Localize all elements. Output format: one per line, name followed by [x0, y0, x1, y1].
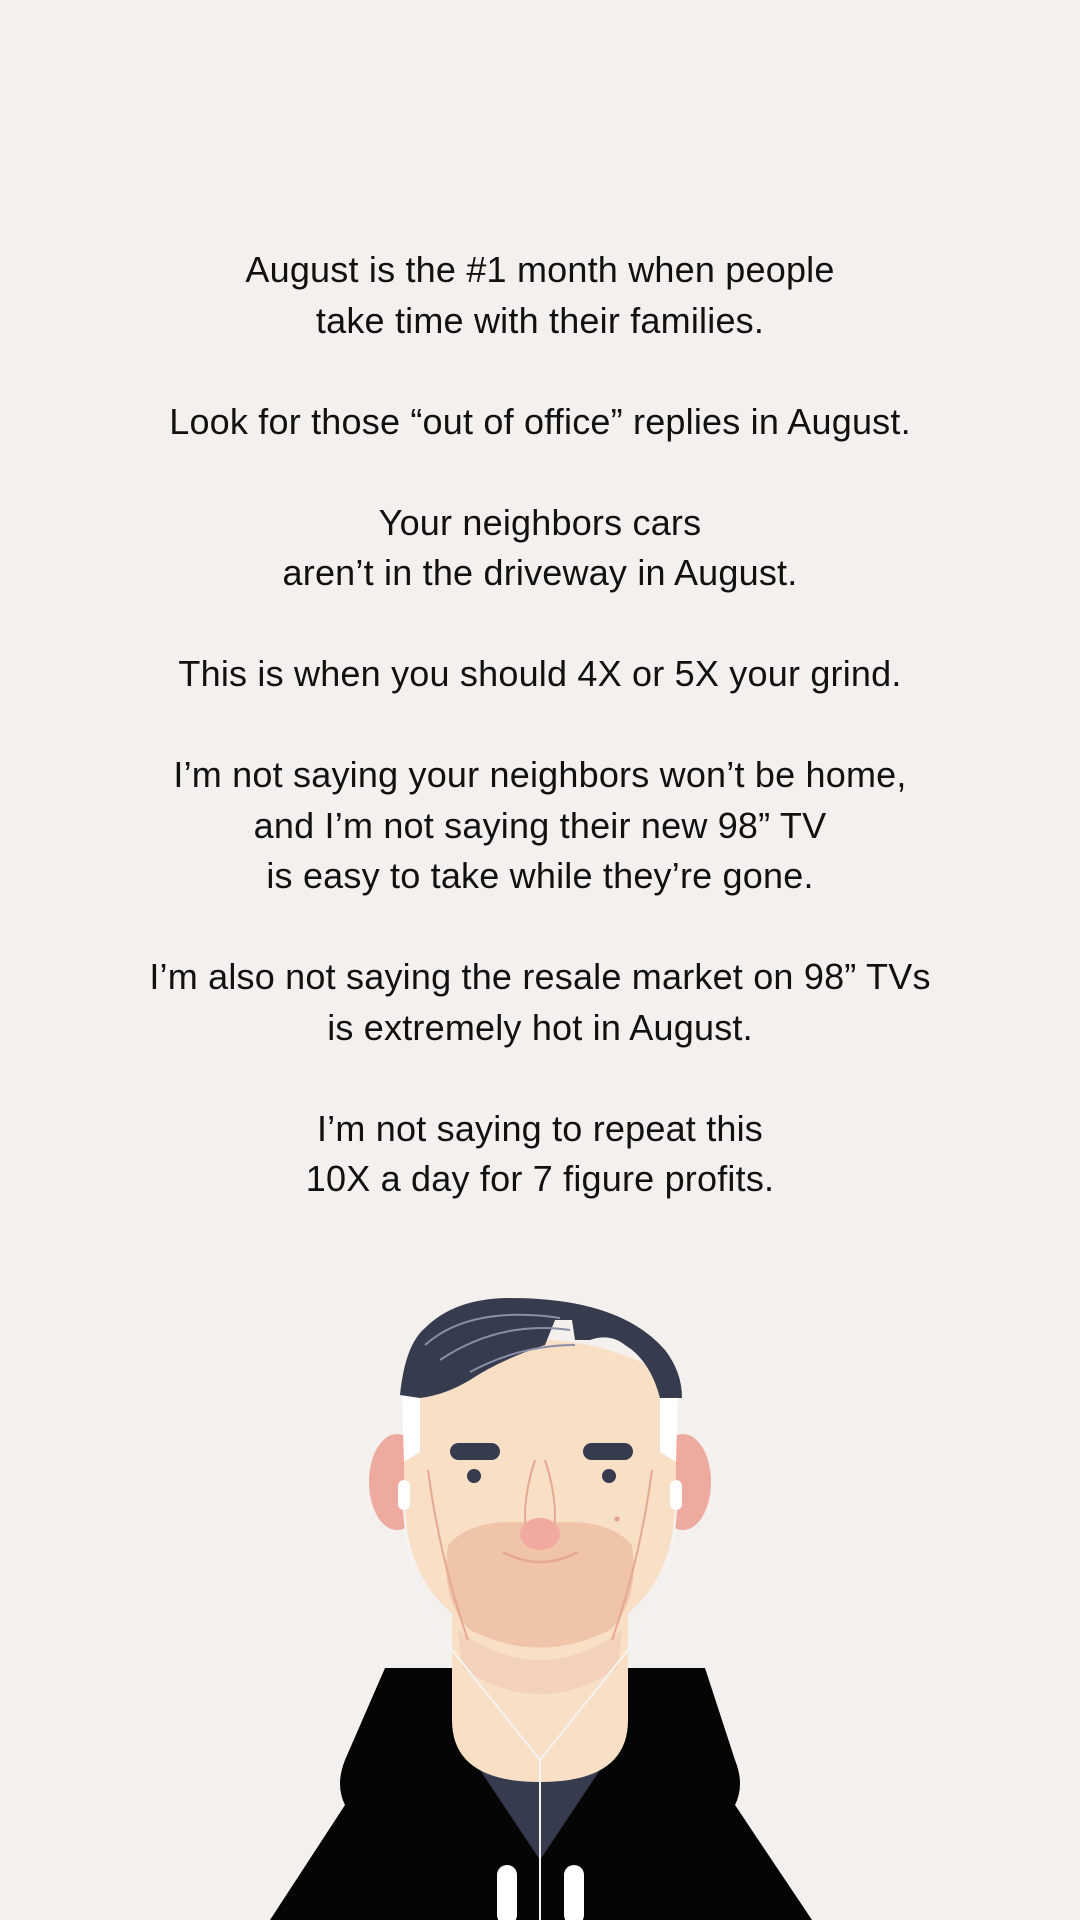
- right-eye: [602, 1469, 616, 1483]
- text-line: Your neighbors cars: [378, 501, 702, 543]
- text-line: I’m not saying to repeat this: [316, 1107, 764, 1149]
- text-line: This is when you should 4X or 5X your grind.: [178, 653, 902, 694]
- text-line: aren’t in the driveway in August.: [282, 552, 798, 593]
- right-earbud: [670, 1480, 682, 1510]
- post-text: [0, 245, 1080, 1255]
- text-line: August is the #1 month when people: [245, 249, 835, 290]
- left-eyebrow: [450, 1443, 500, 1460]
- paragraph: [0, 649, 1080, 700]
- paragraph: [0, 245, 1080, 346]
- left-eye: [467, 1469, 481, 1483]
- text-line: take time with their families.: [315, 299, 765, 341]
- nose-tip: [520, 1518, 560, 1550]
- text-line: and I’m not saying their new 98” TV: [253, 804, 827, 846]
- paragraph: [0, 498, 1080, 599]
- sideburn-right: [660, 1392, 678, 1462]
- text-line: Look for those “out of office” replies in August.: [169, 400, 911, 442]
- paragraph: [0, 397, 1080, 448]
- text-line: is extremely hot in August.: [327, 1006, 753, 1048]
- bearded-man-with-earphones-icon: [0, 1260, 1080, 1920]
- right-drawstring: [564, 1865, 584, 1920]
- sideburn-left: [402, 1392, 420, 1462]
- text-line: is easy to take while they’re gone.: [266, 855, 814, 896]
- text-line: 10X a day for 7 figure profits.: [305, 1158, 775, 1199]
- mole: [615, 1517, 620, 1522]
- paragraph: [0, 952, 1080, 1053]
- left-drawstring: [497, 1865, 517, 1920]
- paragraph: [0, 750, 1080, 902]
- left-earbud: [398, 1480, 410, 1510]
- text-line: I’m also not saying the resale market on 98” TVs: [149, 956, 931, 997]
- paragraph: [0, 1104, 1080, 1205]
- right-eyebrow: [583, 1443, 633, 1460]
- text-line: I’m not saying your neighbors won’t be home,: [173, 754, 907, 795]
